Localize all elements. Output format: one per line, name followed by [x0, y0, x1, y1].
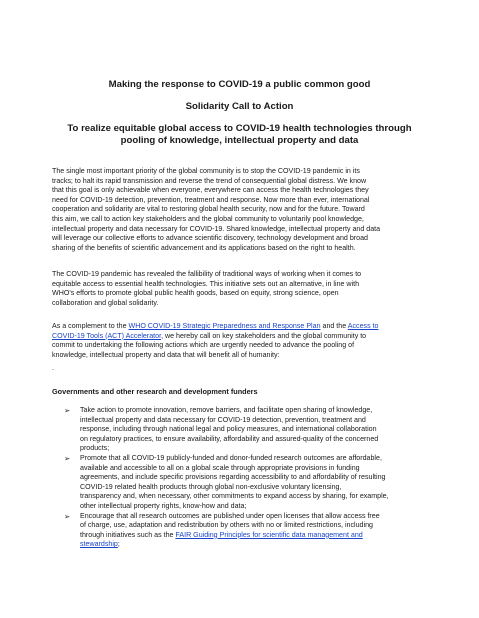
- section-heading-funders: Governments and other research and development funders: [52, 387, 258, 396]
- list-item: [64, 512, 429, 550]
- goal-line: To realize equitable global access to COVID-19 health technologies through: [67, 123, 412, 134]
- text-segment: ;: [117, 540, 120, 549]
- goal-line: pooling of knowledge, intellectual property and data: [120, 135, 359, 146]
- text-line: collaboration and global solidarity.: [52, 298, 159, 307]
- link-who-strategic-plan[interactable]: WHO COVID-19 Strategic Preparedness and Response Plan: [128, 322, 321, 330]
- document-subtitle: Solidarity Call to Action: [185, 101, 294, 112]
- link-fair-principles[interactable]: FAIR Guiding Principles for scientific data management and: [175, 530, 363, 539]
- document-title: Making the response to COVID-19 a public common good: [108, 79, 371, 90]
- text-line: of charge, use, adaptation and redistribution by others with no or limited restrictions, including: [80, 521, 373, 530]
- text-segment: As a complement to the: [52, 322, 129, 330]
- arrow-bullet-icon: ➢: [64, 406, 71, 415]
- text-line: Encourage that all research outcomes are published under open licenses that allow access free: [80, 511, 380, 520]
- paragraph-complement: [52, 322, 429, 360]
- text-line: will leverage our collective efforts to advance scientific discovery, technology development and broad: [52, 234, 368, 243]
- text-line: sharing of the benefits of scientific advancement and its applications based on the right to health.: [52, 243, 356, 252]
- text-segment: through initiatives such as the: [80, 530, 176, 539]
- link-fair-principles-cont[interactable]: stewardship: [80, 540, 118, 549]
- text-line: that this goal is only achievable when everyone, everywhere can access the health technologies they: [52, 186, 369, 195]
- list-item: [64, 406, 429, 454]
- text-segment: and the: [320, 322, 348, 330]
- text-line: intellectual property and data necessary for COVID-19 detection, prevention, treatment and: [80, 415, 366, 424]
- document-goal-heading: [0, 123, 479, 147]
- action-list: [64, 406, 429, 550]
- text-line: Promote that all COVID-19 publicly-funded and donor-funded research outcomes are affordable,: [80, 453, 382, 462]
- text-line: tracks; to halt its rapid transmission and reverse the trend of consequential global distress. We know: [52, 176, 367, 185]
- text-line: [52, 322, 429, 332]
- text-line: The COVID-19 pandemic has revealed the fallibility of traditional ways of working when it comes to: [52, 270, 362, 278]
- link-act-accelerator-cont[interactable]: COVID-19 Tools (ACT) Accelerator: [52, 331, 162, 340]
- text-line: response, including through national legal and policy measures, and international collaboration: [80, 425, 377, 434]
- paragraph-priority: [52, 167, 429, 253]
- link-act-accelerator[interactable]: Access to: [347, 322, 379, 330]
- text-line: WHO's efforts to promote global public health goods, based on equity, strong science, open: [52, 289, 339, 298]
- text-line: The single most important priority of the global community is to stop the COVID-19 pandemic in its: [52, 167, 360, 175]
- text-line: products;: [80, 444, 110, 453]
- paragraph-pandemic: [52, 270, 429, 308]
- text-line: commit to undertaking the following actions which are urgently needed to advance the pooling of: [52, 341, 355, 350]
- text-line: this aim, we call to action key stakeholders and the global community to voluntarily pool knowledge,: [52, 214, 364, 223]
- text-line: need for COVID-19 detection, prevention, treatment and response. Now more than ever, international: [52, 195, 370, 204]
- text-line: intellectual property and data necessary for COVID-19. Shared knowledge, intellectual property and data: [52, 224, 381, 233]
- text-line: [80, 531, 429, 541]
- text-line: available and accessible to all on a global scale through appropriate provisions in funding: [80, 463, 360, 472]
- list-item: [64, 454, 429, 512]
- text-line: cooperation and solidarity are vital to restoring global health security, now and for the future. Toward: [52, 205, 365, 214]
- arrow-bullet-icon: ➢: [64, 453, 71, 463]
- text-line: [52, 332, 429, 342]
- text-line: equitable access to essential health technologies. This initiative sets out an alternative, in line with: [52, 279, 360, 288]
- text-segment: , we hereby call on key stakeholders and the global community to: [161, 331, 367, 340]
- text-line: knowledge, intellectual property and data that will benefit all of humanity:: [52, 350, 280, 359]
- text-line: [80, 540, 429, 550]
- text-line: agreements, and include specific provisions regarding accessibility to and affordability of resulting: [80, 473, 386, 482]
- text-line: COVID-19 related health products through global non-exclusive voluntary licensing,: [80, 482, 342, 491]
- text-line: on regulatory practices, to ensure availability, affordability and assured-quality of the concerned: [80, 434, 379, 443]
- text-line: Take action to promote innovation, remove barriers, and facilitate open sharing of knowledge,: [80, 406, 373, 414]
- text-line: other intellectual property rights, know-how and data;: [80, 501, 247, 510]
- stray-period: .: [52, 364, 54, 372]
- text-line: transparency and, when necessary, other commitments to expand access by sharing, for example,: [80, 492, 389, 501]
- arrow-bullet-icon: ➢: [64, 511, 71, 521]
